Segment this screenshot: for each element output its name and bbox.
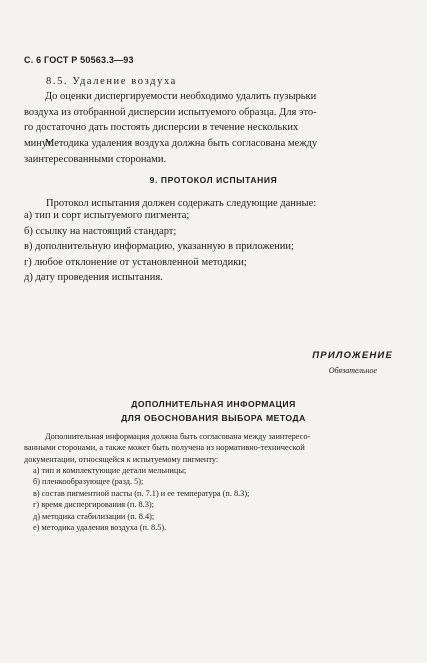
list-item: д) методика стабилизации (п. 8.4); — [33, 511, 155, 521]
list-item: а) тип и сорт испытуемого пигмента; — [24, 210, 190, 221]
appendix-heading-1: ДОПОЛНИТЕЛЬНАЯ ИНФОРМАЦИЯ — [131, 399, 296, 409]
appendix-status: Обязательное — [328, 366, 377, 375]
list-item: д) дату проведения испытания. — [24, 272, 163, 284]
section-8-5-title: 8.5. Удаление воздуха — [46, 76, 177, 87]
list-item: б) пленкообразующее (разд. 5); — [33, 477, 144, 487]
list-item: б) ссылку на настоящий стандарт; — [24, 225, 177, 237]
appendix-heading-2: ДЛЯ ОБОСНОВАНИЯ ВЫБОРА МЕТОДА — [121, 413, 306, 423]
section-9-list — [24, 208, 294, 286]
section-9-heading: 9. ПРОТОКОЛ ИСПЫТАНИЯ — [149, 175, 278, 185]
list-item: в) дополнительную информацию, указанную в приложении; — [24, 241, 294, 253]
section-8-5-para1: До оценки диспергируемости необходимо удалить пузырьки воздуха из отобранной дисперсии испытуемого образца. Для это- го достаточно дать постоять дисперсии в течение нескольких минут. — [24, 91, 317, 149]
list-item: в) состав пигментной пасты (п. 7.1) и ее температура (п. 8.3); — [33, 488, 250, 498]
appendix-intro: Дополнительная информация должна быть согласована между заинтересо- ванными сторонами, а также может быть получена из нормативно-технической документации, относящейся к испытуемому пигменту: — [24, 432, 311, 464]
list-item: г) время диспергирования (п. 8.3); — [33, 500, 154, 510]
list-item: г) любое отклонение от установленной методики; — [24, 256, 247, 268]
list-item: а) тип и комплектующие детали мельницы; — [33, 466, 187, 475]
section-9-intro: Протокол испытания должен содержать следующие данные: — [46, 198, 317, 209]
appendix-label: ПРИЛОЖЕНИЕ — [312, 350, 393, 361]
appendix-list — [33, 465, 249, 533]
section-8-5-para2: Методика удаления воздуха должна быть согласована между заинтересованными сторонами. — [24, 138, 318, 165]
list-item: е) методика удаления воздуха (п. 8.5). — [33, 523, 167, 533]
page-header: С. 6 ГОСТ Р 50563.3—93 — [24, 55, 134, 65]
